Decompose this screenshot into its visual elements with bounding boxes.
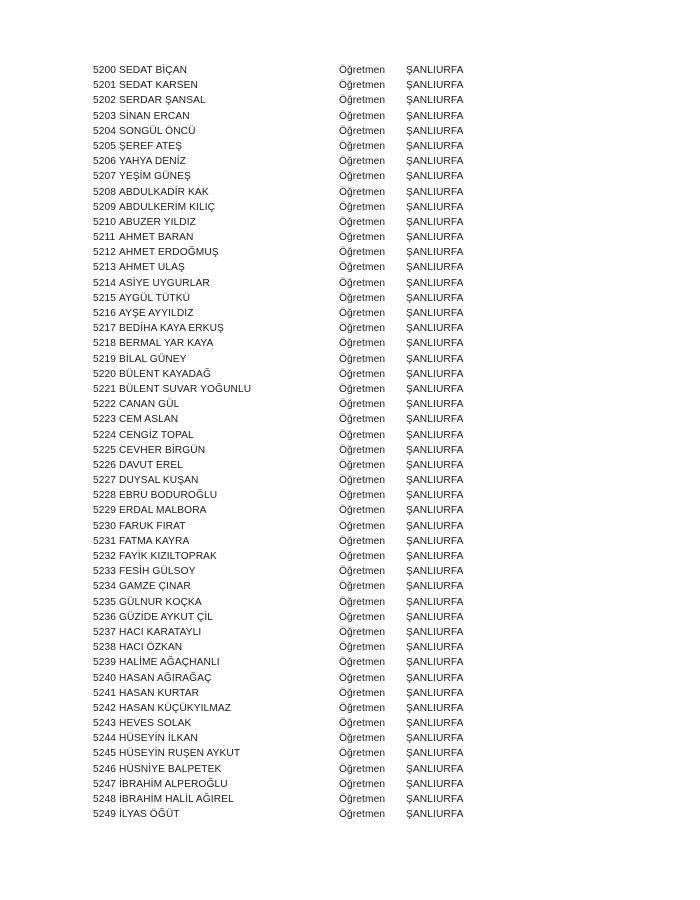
person-city: ŞANLIURFA bbox=[406, 490, 464, 502]
person-role: Öğretmen bbox=[339, 125, 386, 137]
person-role: Öğretmen bbox=[339, 459, 386, 471]
person-city: ŞANLIURFA bbox=[406, 368, 464, 380]
person-name: BEDİHA KAYA ERKUŞ bbox=[119, 323, 224, 335]
person-city: ŞANLIURFA bbox=[406, 763, 464, 775]
person-city: ŞANLIURFA bbox=[406, 505, 464, 517]
person-role: Öğretmen bbox=[339, 444, 386, 456]
row-number: 5203 bbox=[93, 110, 117, 122]
person-city: ŞANLIURFA bbox=[406, 414, 464, 426]
person-name: HASAN AĞIRAĞAÇ bbox=[119, 672, 212, 684]
row-number: 5225 bbox=[93, 444, 117, 456]
list-row bbox=[93, 807, 513, 822]
person-role: Öğretmen bbox=[339, 110, 386, 122]
person-city: ŞANLIURFA bbox=[406, 156, 464, 168]
row-number: 5246 bbox=[93, 763, 117, 775]
person-role: Öğretmen bbox=[339, 414, 386, 426]
list-row bbox=[93, 564, 513, 579]
row-number: 5212 bbox=[93, 247, 117, 259]
person-name: HACI KARATAYLI bbox=[119, 626, 202, 638]
row-number: 5245 bbox=[93, 748, 117, 760]
person-name: BÜLENT KAYADAĞ bbox=[119, 368, 211, 380]
person-city: ŞANLIURFA bbox=[406, 65, 464, 76]
row-number: 5240 bbox=[93, 672, 117, 684]
row-number: 5239 bbox=[93, 657, 117, 669]
person-name: SİNAN ERCAN bbox=[119, 110, 190, 122]
list-row bbox=[93, 671, 513, 686]
row-number: 5224 bbox=[93, 429, 117, 441]
person-name: İBRAHİM ALPEROĞLU bbox=[119, 778, 228, 790]
person-role: Öğretmen bbox=[339, 80, 386, 92]
person-name: ABDULKERİM KILIÇ bbox=[119, 201, 216, 213]
person-role: Öğretmen bbox=[339, 292, 386, 304]
person-city: ŞANLIURFA bbox=[406, 80, 464, 92]
row-number: 5242 bbox=[93, 702, 117, 714]
row-number: 5241 bbox=[93, 687, 117, 699]
person-role: Öğretmen bbox=[339, 140, 386, 152]
list-row bbox=[93, 260, 513, 275]
person-role: Öğretmen bbox=[339, 505, 386, 517]
row-number: 5218 bbox=[93, 338, 117, 350]
person-role: Öğretmen bbox=[339, 368, 386, 380]
list-row bbox=[93, 640, 513, 655]
person-role: Öğretmen bbox=[339, 626, 386, 638]
person-city: ŞANLIURFA bbox=[406, 596, 464, 608]
person-role: Öğretmen bbox=[339, 611, 386, 623]
list-row bbox=[93, 382, 513, 397]
list-row bbox=[93, 200, 513, 215]
list-row bbox=[93, 488, 513, 503]
person-city: ŞANLIURFA bbox=[406, 140, 464, 152]
person-name: BERMAL YAR KAYA bbox=[119, 338, 214, 350]
person-city: ŞANLIURFA bbox=[406, 657, 464, 669]
list-row bbox=[93, 746, 513, 761]
person-role: Öğretmen bbox=[339, 216, 386, 228]
list-row bbox=[93, 762, 513, 777]
list-row bbox=[93, 169, 513, 184]
person-role: Öğretmen bbox=[339, 308, 386, 319]
list-row bbox=[93, 534, 513, 549]
list-row bbox=[93, 519, 513, 534]
person-role: Öğretmen bbox=[339, 171, 386, 183]
person-name: ERDAL MALBORA bbox=[119, 505, 207, 517]
row-number: 5222 bbox=[93, 399, 117, 411]
row-number: 5205 bbox=[93, 140, 117, 152]
row-number: 5216 bbox=[93, 308, 117, 319]
person-name: DAVUT EREL bbox=[119, 459, 184, 471]
list-row bbox=[93, 124, 513, 139]
row-number: 5231 bbox=[93, 535, 117, 547]
person-city: ŞANLIURFA bbox=[406, 733, 464, 745]
person-role: Öğretmen bbox=[339, 475, 386, 487]
list-row bbox=[93, 625, 513, 640]
list-row bbox=[93, 610, 513, 625]
person-name: HASAN KURTAR bbox=[119, 687, 200, 699]
person-city: ŞANLIURFA bbox=[406, 262, 464, 274]
row-number: 5244 bbox=[93, 733, 117, 745]
person-role: Öğretmen bbox=[339, 642, 386, 654]
row-number: 5201 bbox=[93, 80, 117, 92]
person-city: ŞANLIURFA bbox=[406, 277, 464, 289]
list-row bbox=[93, 63, 513, 78]
person-city: ŞANLIURFA bbox=[406, 186, 464, 198]
person-name: ABUZER YILDIZ bbox=[119, 216, 196, 228]
person-name: GÜLNUR KOÇKA bbox=[119, 596, 202, 608]
person-city: ŞANLIURFA bbox=[406, 399, 464, 411]
list-row bbox=[93, 458, 513, 473]
person-name: BÜLENT SUVAR YOĞUNLU bbox=[119, 383, 252, 395]
person-role: Öğretmen bbox=[339, 566, 386, 578]
person-role: Öğretmen bbox=[339, 763, 386, 775]
person-city: ŞANLIURFA bbox=[406, 444, 464, 456]
person-role: Öğretmen bbox=[339, 687, 386, 699]
list-row bbox=[93, 655, 513, 670]
list-row bbox=[93, 397, 513, 412]
person-city: ŞANLIURFA bbox=[406, 672, 464, 684]
person-role: Öğretmen bbox=[339, 702, 386, 714]
list-row bbox=[93, 306, 513, 321]
person-name: HÜSNİYE BALPETEK bbox=[119, 763, 222, 775]
person-city: ŞANLIURFA bbox=[406, 323, 464, 335]
row-number: 5211 bbox=[93, 232, 116, 244]
row-number: 5207 bbox=[93, 171, 117, 183]
row-number: 5249 bbox=[93, 809, 117, 821]
person-name: FESİH GÜLSOY bbox=[119, 566, 196, 578]
person-city: ŞANLIURFA bbox=[406, 687, 464, 699]
row-number: 5227 bbox=[93, 475, 117, 487]
row-number: 5217 bbox=[93, 323, 117, 335]
list-row bbox=[93, 716, 513, 731]
person-name: İLYAS ÖĞÜT bbox=[119, 809, 180, 821]
personnel-list bbox=[93, 63, 513, 822]
person-name: HÜSEYİN RUŞEN AYKUT bbox=[119, 748, 241, 760]
row-number: 5214 bbox=[93, 277, 117, 289]
row-number: 5202 bbox=[93, 95, 117, 107]
row-number: 5204 bbox=[93, 125, 117, 137]
person-name: BİLAL GÜNEY bbox=[119, 353, 187, 365]
list-row bbox=[93, 579, 513, 594]
person-name: CANAN GÜL bbox=[119, 399, 180, 411]
person-role: Öğretmen bbox=[339, 399, 386, 411]
person-role: Öğretmen bbox=[339, 778, 386, 790]
person-name: YAHYA DENİZ bbox=[119, 156, 186, 168]
list-row bbox=[93, 777, 513, 792]
person-name: ŞEREF ATEŞ bbox=[119, 140, 183, 152]
person-role: Öğretmen bbox=[339, 794, 386, 805]
person-role: Öğretmen bbox=[339, 535, 386, 547]
person-city: ŞANLIURFA bbox=[406, 459, 464, 471]
row-number: 5248 bbox=[93, 794, 117, 805]
person-role: Öğretmen bbox=[339, 353, 386, 365]
person-city: ŞANLIURFA bbox=[406, 566, 464, 578]
person-city: ŞANLIURFA bbox=[406, 718, 464, 730]
row-number: 5220 bbox=[93, 368, 117, 380]
person-name: CEM ASLAN bbox=[119, 414, 179, 426]
person-name: EBRU BODUROĞLU bbox=[119, 490, 218, 502]
person-name: GÜZİDE AYKUT ÇİL bbox=[119, 611, 214, 623]
list-row bbox=[93, 443, 513, 458]
person-city: ŞANLIURFA bbox=[406, 201, 464, 213]
person-name: HACI ÖZKAN bbox=[119, 642, 183, 654]
list-row bbox=[93, 549, 513, 564]
person-name: AYŞE AYYILDIZ bbox=[119, 308, 194, 319]
person-role: Öğretmen bbox=[339, 520, 386, 532]
list-row bbox=[93, 367, 513, 382]
row-number: 5232 bbox=[93, 551, 117, 562]
person-role: Öğretmen bbox=[339, 718, 386, 730]
list-row bbox=[93, 473, 513, 488]
person-name: FATMA KAYRA bbox=[119, 535, 190, 547]
row-number: 5243 bbox=[93, 718, 117, 730]
person-name: SERDAR ŞANSAL bbox=[119, 95, 206, 107]
person-name: FARUK FIRAT bbox=[119, 520, 186, 532]
person-role: Öğretmen bbox=[339, 657, 386, 669]
person-name: DUYSAL KUŞAN bbox=[119, 475, 199, 487]
row-number: 5219 bbox=[93, 353, 117, 365]
row-number: 5238 bbox=[93, 642, 117, 654]
row-number: 5228 bbox=[93, 490, 117, 502]
list-row bbox=[93, 245, 513, 260]
person-name: AHMET BARAN bbox=[119, 232, 194, 244]
list-row bbox=[93, 792, 513, 807]
person-city: ŞANLIURFA bbox=[406, 748, 464, 760]
row-number: 5233 bbox=[93, 566, 117, 578]
list-row bbox=[93, 215, 513, 230]
row-number: 5208 bbox=[93, 186, 117, 198]
person-city: ŞANLIURFA bbox=[406, 110, 464, 122]
list-row bbox=[93, 336, 513, 351]
row-number: 5213 bbox=[93, 262, 117, 274]
person-city: ŞANLIURFA bbox=[406, 535, 464, 547]
list-row bbox=[93, 185, 513, 200]
person-name: YEŞİM GÜNEŞ bbox=[119, 171, 191, 183]
person-name: CEVHER BİRGÜN bbox=[119, 444, 206, 456]
person-role: Öğretmen bbox=[339, 596, 386, 608]
list-row bbox=[93, 503, 513, 518]
person-city: ŞANLIURFA bbox=[406, 809, 464, 821]
person-city: ŞANLIURFA bbox=[406, 308, 464, 319]
person-name: SEDAT BİÇAN bbox=[119, 65, 188, 76]
person-role: Öğretmen bbox=[339, 429, 386, 441]
person-role: Öğretmen bbox=[339, 232, 386, 244]
person-role: Öğretmen bbox=[339, 262, 386, 274]
person-city: ŞANLIURFA bbox=[406, 232, 464, 244]
person-name: CENGİZ TOPAL bbox=[119, 429, 194, 441]
person-name: GAMZE ÇINAR bbox=[119, 581, 191, 593]
row-number: 5234 bbox=[93, 581, 117, 593]
row-number: 5215 bbox=[93, 292, 117, 304]
person-city: ŞANLIURFA bbox=[406, 95, 464, 107]
person-role: Öğretmen bbox=[339, 383, 386, 395]
person-city: ŞANLIURFA bbox=[406, 581, 464, 593]
person-name: AYGÜL TÜTKÜ bbox=[119, 292, 191, 304]
person-role: Öğretmen bbox=[339, 95, 386, 107]
row-number: 5229 bbox=[93, 505, 117, 517]
person-city: ŞANLIURFA bbox=[406, 247, 464, 259]
list-row bbox=[93, 276, 513, 291]
person-role: Öğretmen bbox=[339, 733, 386, 745]
person-city: ŞANLIURFA bbox=[406, 551, 464, 562]
person-city: ŞANLIURFA bbox=[406, 702, 464, 714]
person-city: ŞANLIURFA bbox=[406, 642, 464, 654]
row-number: 5206 bbox=[93, 156, 117, 168]
person-name: SEDAT KARSEN bbox=[119, 80, 198, 92]
person-city: ŞANLIURFA bbox=[406, 429, 464, 441]
list-row bbox=[93, 686, 513, 701]
row-number: 5237 bbox=[93, 626, 117, 638]
person-role: Öğretmen bbox=[339, 748, 386, 760]
person-city: ŞANLIURFA bbox=[406, 520, 464, 532]
person-name: ABDULKADİR KAK bbox=[119, 186, 209, 198]
person-role: Öğretmen bbox=[339, 672, 386, 684]
row-number: 5210 bbox=[93, 216, 117, 228]
list-row bbox=[93, 93, 513, 108]
person-city: ŞANLIURFA bbox=[406, 611, 464, 623]
row-number: 5200 bbox=[93, 65, 117, 76]
person-name: ASİYE UYGURLAR bbox=[119, 277, 210, 289]
person-role: Öğretmen bbox=[339, 809, 386, 821]
list-row bbox=[93, 321, 513, 336]
person-role: Öğretmen bbox=[339, 186, 386, 198]
person-city: ŞANLIURFA bbox=[406, 778, 464, 790]
list-row bbox=[93, 701, 513, 716]
list-row bbox=[93, 139, 513, 154]
person-city: ŞANLIURFA bbox=[406, 353, 464, 365]
person-city: ŞANLIURFA bbox=[406, 216, 464, 228]
person-role: Öğretmen bbox=[339, 338, 386, 350]
person-name: FAYİK KIZILTOPRAK bbox=[119, 551, 217, 562]
list-row bbox=[93, 78, 513, 93]
person-city: ŞANLIURFA bbox=[406, 292, 464, 304]
row-number: 5223 bbox=[93, 414, 117, 426]
person-name: HÜSEYİN İLKAN bbox=[119, 733, 198, 745]
list-row bbox=[93, 109, 513, 124]
list-row bbox=[93, 154, 513, 169]
person-city: ŞANLIURFA bbox=[406, 794, 464, 805]
person-city: ŞANLIURFA bbox=[406, 383, 464, 395]
row-number: 5247 bbox=[93, 778, 117, 790]
row-number: 5230 bbox=[93, 520, 117, 532]
row-number: 5226 bbox=[93, 459, 117, 471]
person-name: AHMET ULAŞ bbox=[119, 262, 185, 274]
person-role: Öğretmen bbox=[339, 277, 386, 289]
row-number: 5235 bbox=[93, 596, 117, 608]
person-city: ŞANLIURFA bbox=[406, 338, 464, 350]
row-number: 5209 bbox=[93, 201, 117, 213]
person-name: HALİME AĞAÇHANLI bbox=[119, 657, 220, 669]
list-row bbox=[93, 731, 513, 746]
list-row bbox=[93, 352, 513, 367]
person-name: AHMET ERDOĞMUŞ bbox=[119, 247, 219, 259]
list-row bbox=[93, 428, 513, 443]
person-role: Öğretmen bbox=[339, 156, 386, 168]
person-role: Öğretmen bbox=[339, 65, 386, 76]
list-row bbox=[93, 291, 513, 306]
person-role: Öğretmen bbox=[339, 490, 386, 502]
person-city: ŞANLIURFA bbox=[406, 626, 464, 638]
person-city: ŞANLIURFA bbox=[406, 125, 464, 137]
list-row bbox=[93, 230, 513, 245]
person-role: Öğretmen bbox=[339, 247, 386, 259]
person-city: ŞANLIURFA bbox=[406, 171, 464, 183]
row-number: 5236 bbox=[93, 611, 117, 623]
person-name: İBRAHİM HALİL AĞIREL bbox=[119, 794, 234, 805]
person-role: Öğretmen bbox=[339, 551, 386, 562]
person-role: Öğretmen bbox=[339, 581, 386, 593]
person-role: Öğretmen bbox=[339, 323, 386, 335]
person-name: HEVES SOLAK bbox=[119, 718, 192, 730]
person-name: HASAN KÜÇÜKYILMAZ bbox=[119, 702, 232, 714]
row-number: 5221 bbox=[93, 383, 117, 395]
person-name: SONGÜL ÖNCÜ bbox=[119, 125, 196, 137]
person-city: ŞANLIURFA bbox=[406, 475, 464, 487]
list-row bbox=[93, 595, 513, 610]
person-role: Öğretmen bbox=[339, 201, 386, 213]
list-row bbox=[93, 412, 513, 427]
